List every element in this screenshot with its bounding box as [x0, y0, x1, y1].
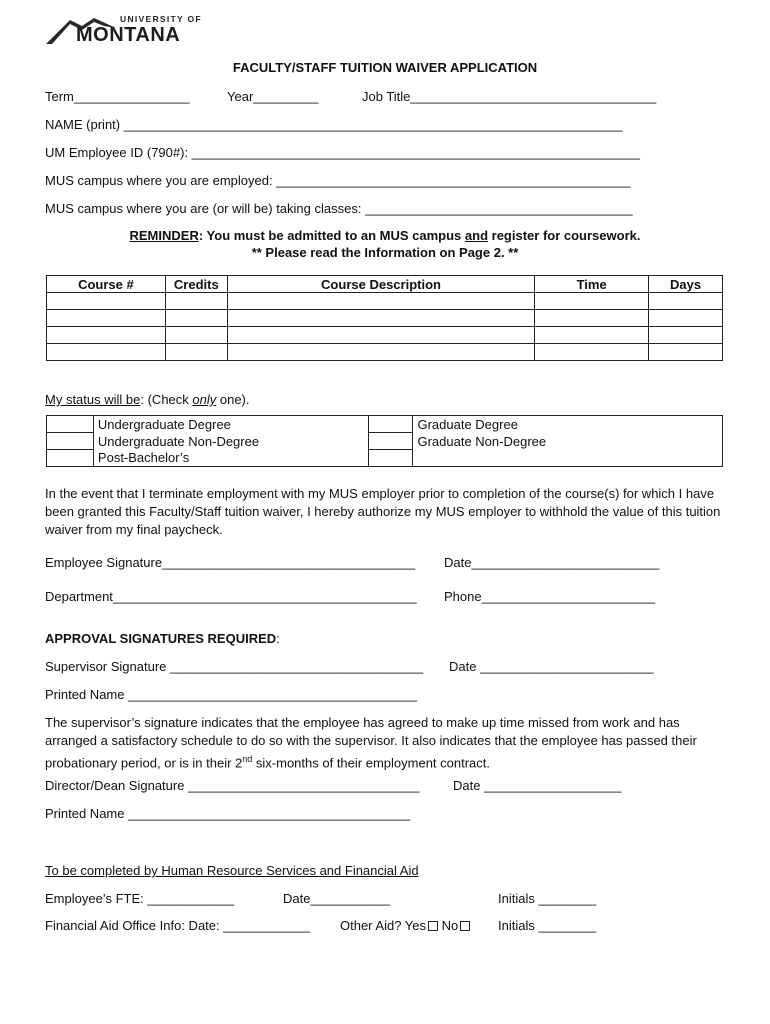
course-header-cell: Credits [165, 276, 227, 293]
status-table [46, 415, 723, 467]
employee-date-field[interactable]: Date__________________________ [444, 555, 660, 570]
department-field[interactable]: Department__________________________________________ [45, 589, 417, 604]
director-signature-field[interactable]: Director/Dean Signature ________________________________ [45, 778, 420, 793]
other-aid-yes-label: Other Aid? Yes [340, 918, 427, 933]
table-cell[interactable] [227, 293, 534, 310]
printed-name-field-1[interactable]: Printed Name ________________________________________ [45, 687, 418, 702]
status-label: My status will be [45, 392, 141, 407]
status-only: only [192, 392, 217, 407]
no-checkbox[interactable] [460, 921, 470, 931]
course-header-cell: Course Description [227, 276, 534, 293]
hr-date-field[interactable]: Date___________ [283, 891, 390, 906]
other-aid-no-label: No [441, 918, 459, 933]
course-table-header [47, 276, 723, 293]
fa-info-field[interactable]: Financial Aid Office Info: Date: ____________ [45, 918, 311, 933]
status-option: Post-Bachelor’s [93, 450, 368, 467]
reminder-text-a: : You must be admitted to an MUS campus [198, 228, 465, 243]
supervisor-text-a: The supervisor’s signature indicates that the employee has agreed to make up time missed from work and has arranged a satisfactory schedule to do so with the supervisor. It also indicates that the employee has passed their probationary period, or is in their 2 [45, 715, 697, 771]
undergrad-degree-checkbox[interactable] [47, 416, 94, 433]
hr-heading: To be completed by Human Resource Services and Financial Aid [45, 863, 419, 878]
post-bachelors-checkbox[interactable] [47, 450, 94, 467]
course-header-cell: Time [535, 276, 649, 293]
table-cell[interactable] [649, 344, 723, 361]
reminder-label: REMINDER [129, 228, 199, 243]
table-cell[interactable] [535, 327, 649, 344]
course-table [46, 275, 723, 361]
table-cell[interactable] [47, 310, 166, 327]
empty-cell [413, 450, 723, 467]
table-cell[interactable] [165, 310, 227, 327]
supervisor-date-field[interactable]: Date ________________________ [449, 659, 654, 674]
grad-degree-checkbox[interactable] [368, 416, 413, 433]
approval-heading [45, 631, 280, 646]
table-cell[interactable] [649, 293, 723, 310]
course-header-cell: Days [649, 276, 723, 293]
name-field[interactable]: NAME (print) _____________________________________________________________________ [45, 117, 623, 132]
initials-field-1[interactable]: Initials ________ [498, 891, 597, 906]
campus-employed-field[interactable]: MUS campus where you are employed: _________________________________________________ [45, 173, 631, 188]
employee-signature-field[interactable]: Employee Signature___________________________________ [45, 555, 416, 570]
campus-classes-field[interactable]: MUS campus where you are (or will be) taking classes: _____________________________________ [45, 201, 633, 216]
logo-montana: MONTANA [76, 24, 181, 46]
approval-heading-text: APPROVAL SIGNATURES REQUIRED [45, 631, 277, 646]
status-option: Graduate Non-Degree [413, 433, 723, 450]
status-option: Graduate Degree [413, 416, 723, 433]
status-option: Undergraduate Degree [93, 416, 368, 433]
supervisor-text-b: six-months of their employment contract. [252, 755, 490, 771]
phone-field[interactable]: Phone________________________ [444, 589, 656, 604]
yes-checkbox[interactable] [428, 921, 438, 931]
logo-university-of: UNIVERSITY OF [120, 14, 202, 24]
grad-nondegree-checkbox[interactable] [368, 433, 413, 450]
table-cell[interactable] [535, 344, 649, 361]
other-aid [340, 918, 470, 933]
table-cell[interactable] [165, 293, 227, 310]
status-line [45, 392, 250, 407]
table-cell[interactable] [47, 344, 166, 361]
table-cell[interactable] [47, 327, 166, 344]
supervisor-paragraph [45, 714, 735, 772]
undergrad-nondegree-checkbox[interactable] [47, 433, 94, 450]
table-row [47, 344, 723, 361]
table-cell[interactable] [535, 293, 649, 310]
reminder-text-b: register for coursework. [488, 228, 641, 243]
table-cell[interactable] [227, 344, 534, 361]
approval-heading-colon: : [276, 631, 280, 646]
termination-paragraph: In the event that I terminate employment with my MUS employer prior to completion of the course(s) for which I have been granted this Faculty/Staff tuition waiver, I hereby authorize my MUS employer to withhold the value of this tuition waiver from my final paycheck. [45, 486, 721, 537]
table-cell[interactable] [649, 327, 723, 344]
table-row [47, 293, 723, 310]
table-row [47, 327, 723, 344]
printed-name-field-2[interactable]: Printed Name _______________________________________ [45, 806, 411, 821]
initials-field-2[interactable]: Initials ________ [498, 918, 597, 933]
supervisor-sup: nd [242, 754, 253, 764]
reminder-line [0, 228, 770, 243]
reminder-and: and [464, 228, 489, 243]
table-cell[interactable] [47, 293, 166, 310]
table-cell[interactable] [227, 327, 534, 344]
reminder-page2: ** Please read the Information on Page 2. ** [251, 245, 519, 260]
status-text-a: : (Check [140, 392, 193, 407]
table-cell[interactable] [165, 344, 227, 361]
director-date-field[interactable]: Date ___________________ [453, 778, 622, 793]
empty-cell [368, 450, 413, 467]
employee-id-field[interactable]: UM Employee ID (790#): ______________________________________________________________ [45, 145, 640, 160]
table-row [47, 310, 723, 327]
status-option: Undergraduate Non-Degree [93, 433, 368, 450]
job-title-field[interactable]: Job Title__________________________________ [362, 89, 657, 104]
status-text-b: one). [216, 392, 250, 407]
fte-field[interactable]: Employee’s FTE: ____________ [45, 891, 235, 906]
table-cell[interactable] [535, 310, 649, 327]
course-header-cell: Course # [47, 276, 166, 293]
year-field[interactable]: Year_________ [227, 89, 319, 104]
table-cell[interactable] [165, 327, 227, 344]
form-title: FACULTY/STAFF TUITION WAIVER APPLICATION [232, 60, 538, 75]
table-cell[interactable] [227, 310, 534, 327]
term-field[interactable]: Term________________ [45, 89, 190, 104]
supervisor-signature-field[interactable]: Supervisor Signature ___________________________________ [45, 659, 424, 674]
table-cell[interactable] [649, 310, 723, 327]
